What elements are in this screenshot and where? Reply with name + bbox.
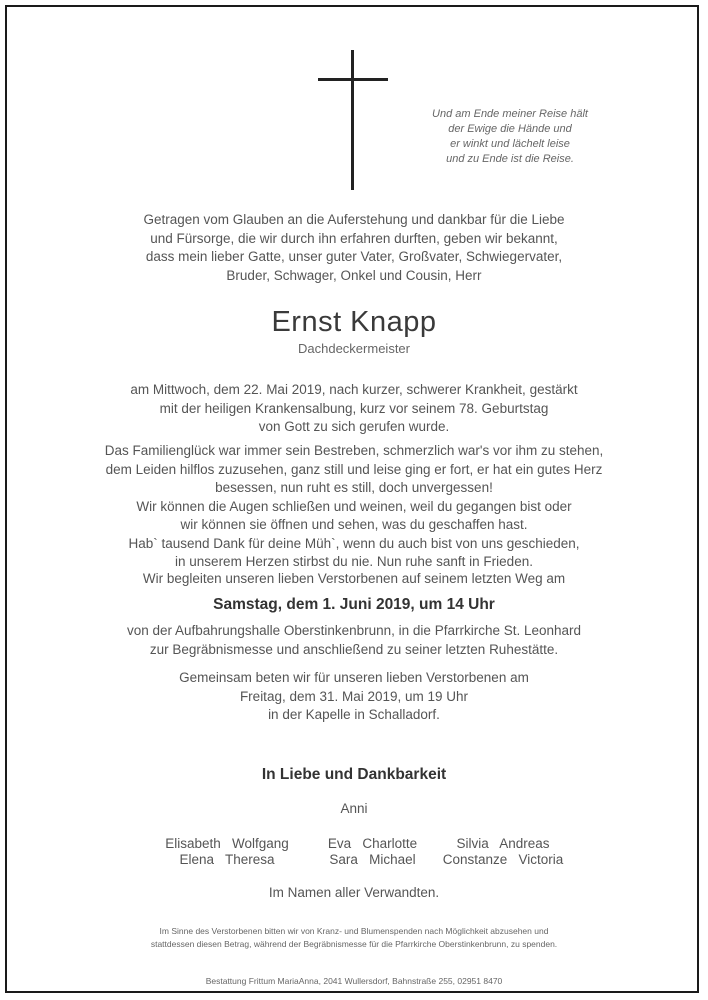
funeral-detail-line: von der Aufbahrungshalle Oberstinkenbrunn, in die Pfarrkirche St. Leonhard (126, 623, 582, 638)
family-line: Sara Michael (329, 852, 416, 867)
tribute-line: besessen, nun ruht es still, doch unvergessen! (215, 480, 493, 495)
prayer-notice (60, 669, 648, 725)
poem-line: der Ewige die Hände und (448, 123, 572, 135)
tribute-line: Wir können die Augen schließen und weinen, weil du gegangen bist oder (136, 498, 572, 514)
deceased-name: Ernst Knapp (271, 306, 437, 338)
intro-line: und Fürsorge, die wir durch ihn erfahren durften, geben wir bekannt, (150, 230, 558, 246)
prayer-line: in der Kapelle in Schalladorf. (268, 707, 440, 722)
death-notice-line: mit der heiligen Krankensalbung, kurz vor seinem 78. Geburtstag (159, 400, 549, 416)
tribute-line: dem Leiden hilflos zuzusehen, ganz still und leise ging er fort, er hat ein gutes Herz (105, 461, 603, 477)
mourners-heading: In Liebe und Dankbarkeit (261, 766, 447, 783)
funeral-detail-line: zur Begräbnismesse und anschließend zu seiner letzten Ruhestätte. (149, 641, 559, 657)
intro-line: dass mein lieber Gatte, unser guter Vater, Großvater, Schwiegervater, (145, 249, 563, 264)
closing-text: Im Namen aller Verwandten. (268, 885, 440, 900)
tribute-line: Hab` tausend Dank für deine Müh`, wenn du auch bist von uns geschieden, (128, 535, 580, 551)
family-line: Silvia Andreas (456, 836, 550, 851)
family-line: Constanze Victoria (442, 852, 564, 867)
funeral-home-footer: Bestattung Frittum MariaAnna, 2041 Wullersdorf, Bahnstraße 255, 02951 8470 (205, 976, 503, 986)
intro-line: Bruder, Schwager, Onkel und Cousin, Herr (226, 267, 482, 283)
tribute-text (60, 442, 648, 572)
family-line: Elena Theresa (179, 852, 275, 867)
family-group (428, 836, 578, 868)
poem-line: und zu Ende ist die Reise. (446, 153, 574, 165)
death-notice-line: von Gott zu sich gerufen wurde. (258, 419, 450, 434)
deceased-title: Dachdeckermeister (298, 341, 410, 356)
funeral-date: Samstag, dem 1. Juni 2019, um 14 Uhr (213, 596, 495, 613)
family-line: Eva Charlotte (327, 836, 418, 851)
donation-line: Im Sinne des Verstorbenen bitten wir von Kranz- und Blumenspenden nach Möglichkeit abzusehen und (159, 926, 549, 936)
intro-text (60, 211, 648, 285)
tribute-line: wir können sie öffnen und sehen, was du geschaffen hast. (180, 517, 528, 532)
donation-line: stattdessen diesen Betrag, während der Begräbnismesse für die Pfarrkirche Oberstinkenbrunn, zu spenden. (150, 939, 558, 949)
poem-line: Und am Ende meiner Reise hält (432, 108, 588, 120)
poem-line: er winkt und lächelt leise (450, 138, 570, 150)
poem (410, 107, 610, 167)
donation-note (60, 925, 648, 951)
funeral-details (60, 622, 648, 659)
tribute-line: Das Familienglück war immer sein Bestreben, schmerzlich war's vor ihm zu stehen, (104, 443, 604, 458)
family-group (162, 836, 292, 868)
spouse-name: Anni (340, 801, 368, 816)
prayer-line: Freitag, dem 31. Mai 2019, um 19 Uhr (239, 688, 469, 704)
prayer-line: Gemeinsam beten wir für unseren lieben Verstorbenen am (179, 670, 529, 685)
intro-line: Getragen vom Glauben an die Auferstehung und dankbar für die Liebe (143, 212, 565, 227)
funeral-intro: Wir begleiten unseren lieben Verstorbenen auf seinem letzten Weg am (142, 571, 566, 586)
tribute-line: in unserem Herzen stirbst du nie. Nun ruhe sanft in Frieden. (175, 554, 533, 569)
family-group (310, 836, 435, 868)
death-notice (60, 381, 648, 437)
family-line: Elisabeth Wolfgang (165, 836, 289, 851)
death-notice-line: am Mittwoch, dem 22. Mai 2019, nach kurzer, schwerer Krankheit, gestärkt (130, 382, 578, 397)
